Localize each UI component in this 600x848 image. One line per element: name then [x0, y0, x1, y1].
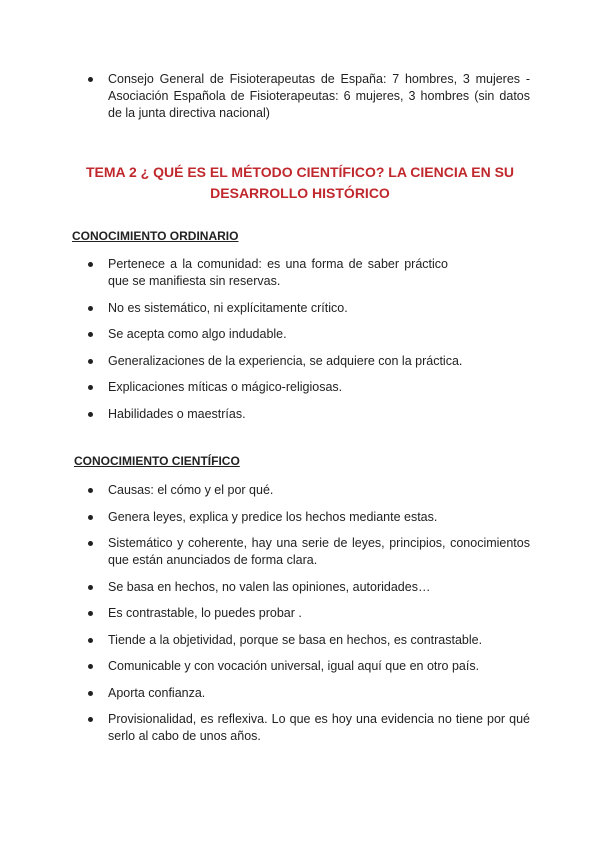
page-title: TEMA 2 ¿ QUÉ ES EL MÉTODO CIENTÍFICO? LA CIENCIA EN SU DESARROLLO HISTÓRICO — [85, 164, 515, 201]
list-item: Tiende a la objetividad, porque se basa en hechos, es contrastable. — [88, 632, 530, 649]
list-item: Provisionalidad, es reflexiva. Lo que es hoy una evidencia no tiene por qué serlo al cabo de unos años. — [88, 711, 530, 745]
list-item: No es sistemático, ni explícitamente crítico. — [88, 300, 530, 317]
list-item: Sistemático y coherente, hay una serie de leyes, principios, conocimientos que están anunciados de forma clara. — [88, 535, 530, 569]
list-item: Generalizaciones de la experiencia, se adquiere con la práctica. — [88, 353, 530, 370]
list-item: Se acepta como algo indudable. — [88, 326, 530, 343]
list-item: Pertenece a la comunidad: es una forma de saber práctico que se manifiesta sin reservas. — [88, 256, 448, 290]
list-item: Se basa en hechos, no valen las opiniones, autoridades… — [88, 579, 530, 596]
list-item: Consejo General de Fisioterapeutas de España: 7 hombres, 3 mujeres - Asociación Española de Fisioterapeutas: 6 mujeres, 3 hombres (sin datos de la junta directiva nacional) — [88, 71, 530, 122]
intro-list — [88, 71, 530, 122]
list-item: Habilidades o maestrías. — [88, 406, 530, 423]
list-item: Es contrastable, lo puedes probar . — [88, 605, 530, 622]
list-item: Genera leyes, explica y predice los hechos mediante estas. — [88, 509, 530, 526]
list-item: Explicaciones míticas o mágico-religiosas. — [88, 379, 530, 396]
section-heading-conocimiento-cientifico: CONOCIMIENTO CIENTÍFICO — [74, 454, 240, 468]
conocimiento-ordinario-list — [88, 256, 530, 432]
section-heading-conocimiento-ordinario: CONOCIMIENTO ORDINARIO — [72, 229, 239, 243]
conocimiento-cientifico-list — [88, 482, 530, 755]
list-item: Causas: el cómo y el por qué. — [88, 482, 530, 499]
list-item: Comunicable y con vocación universal, igual aquí que en otro país. — [88, 658, 530, 675]
list-item: Aporta confianza. — [88, 685, 530, 702]
